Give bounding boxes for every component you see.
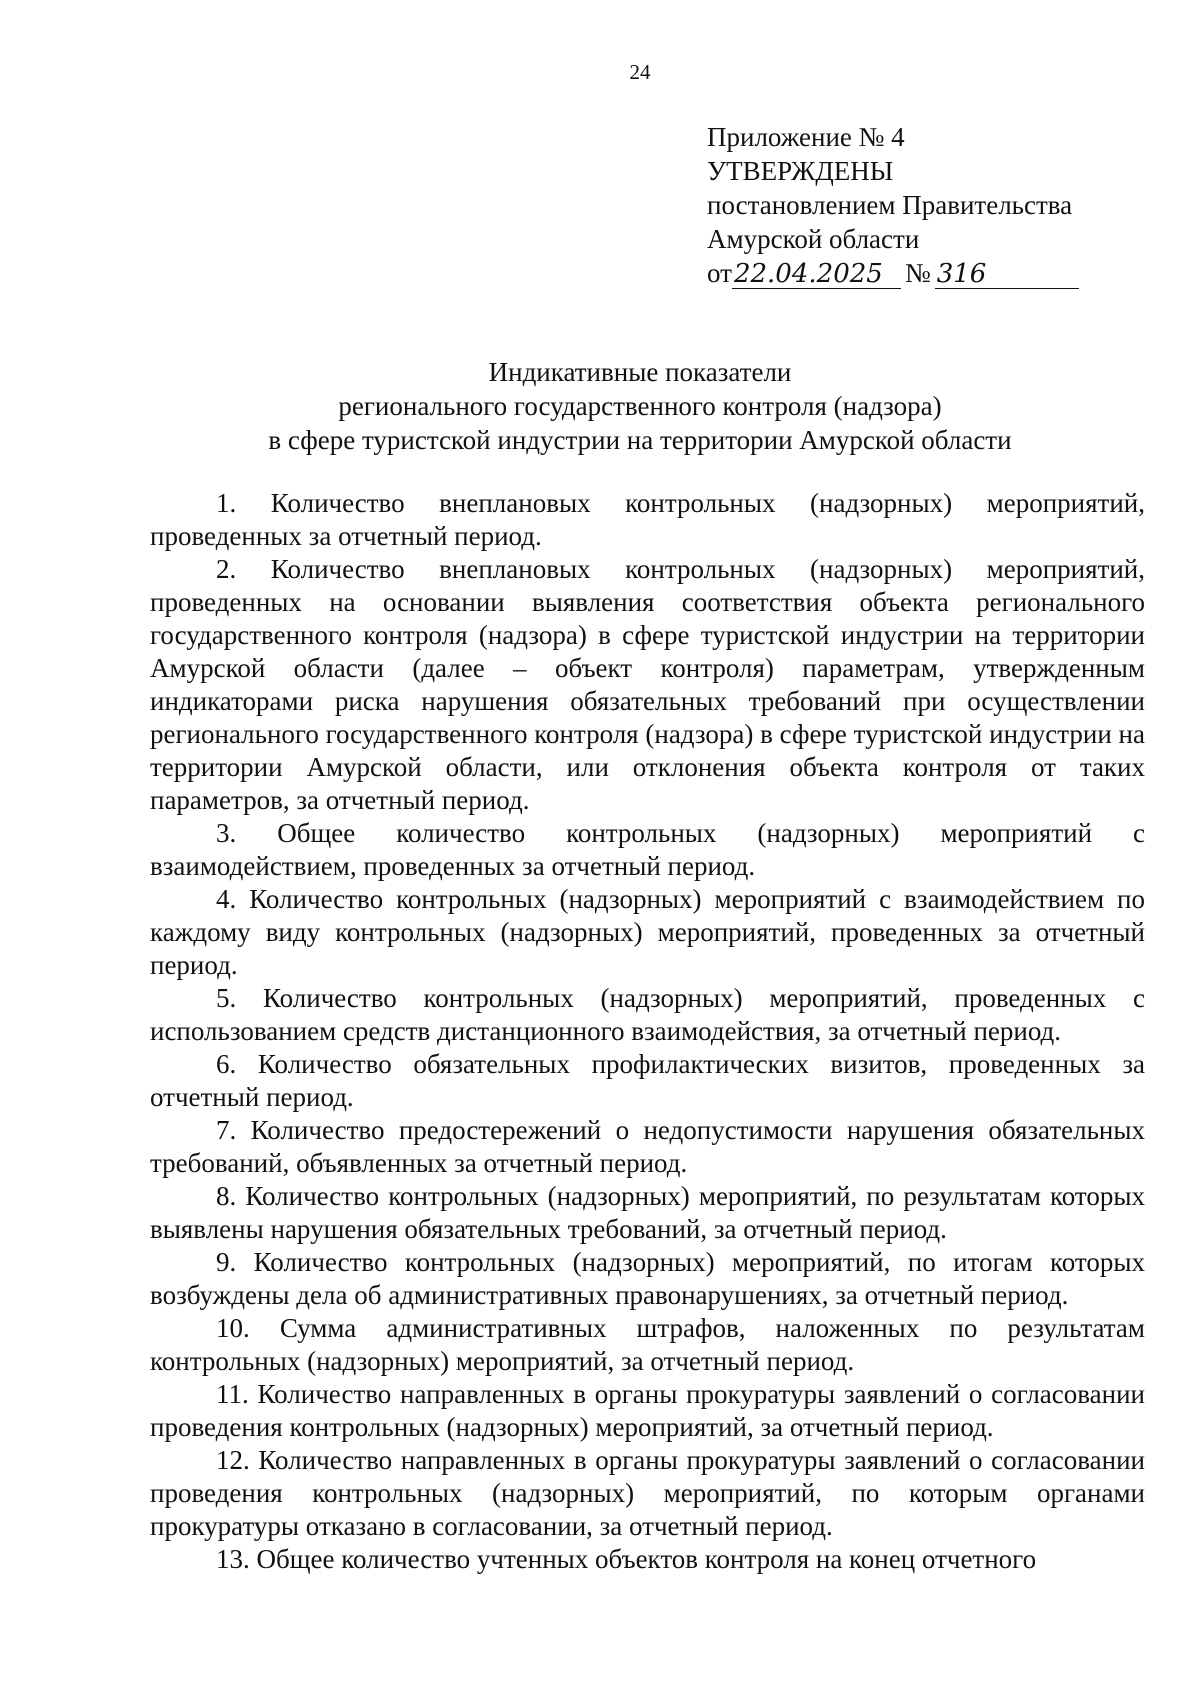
document-title [150, 355, 1130, 457]
list-item-5: 5. Количество контрольных (надзорных) мероприятий, проведенных с использованием средств дистанционного взаимодействия, за отчетный период. [150, 983, 1145, 1046]
date-prefix: от [707, 258, 732, 288]
title-line-2: регионального государственного контроля (надзора) [338, 391, 942, 421]
appendix-label: Приложение № 4 [707, 122, 905, 152]
list-item-3: 3. Общее количество контрольных (надзорных) мероприятий с взаимодействием, проведенных за отчетный период. [150, 818, 1145, 881]
decree-date-line [707, 256, 1117, 290]
list-item-11: 11. Количество направленных в органы прокуратуры заявлений о согласовании проведения контрольных (надзорных) мероприятий, за отчетный период. [150, 1379, 1145, 1442]
region-label: Амурской области [707, 224, 920, 254]
list-item-4: 4. Количество контрольных (надзорных) мероприятий с взаимодействием по каждому виду контрольных (надзорных) мероприятий, проведенных за отчетный период. [150, 884, 1145, 980]
decree-label: постановлением Правительства [707, 190, 1073, 220]
list-item-7: 7. Количество предостережений о недопустимости нарушения обязательных требований, объявленных за отчетный период. [150, 1115, 1145, 1178]
list-item-6: 6. Количество обязательных профилактических визитов, проведенных за отчетный период. [150, 1049, 1145, 1112]
number-prefix: № [904, 258, 931, 288]
list-item-1: 1. Количество внеплановых контрольных (надзорных) мероприятий, проведенных за отчетный период. [150, 488, 1145, 551]
title-line-1: Индикативные показатели [488, 357, 792, 387]
handwritten-number: 316 [935, 260, 1079, 289]
list-item-13: 13. Общее количество учтенных объектов контроля на конец отчетного [216, 1544, 1037, 1574]
list-item-10: 10. Сумма административных штрафов, наложенных по результатам контрольных (надзорных) мероприятий, за отчетный период. [150, 1313, 1145, 1376]
title-line-3: в сфере туристской индустрии на территории Амурской области [268, 425, 1012, 455]
approval-block [707, 120, 1117, 290]
list-item-9: 9. Количество контрольных (надзорных) мероприятий, по итогам которых возбуждены дела об административных правонарушениях, за отчетный период. [150, 1247, 1145, 1310]
handwritten-date: 22.04.2025 [732, 260, 901, 289]
list-item-8: 8. Количество контрольных (надзорных) мероприятий, по результатам которых выявлены нарушения обязательных требований, за отчетный период. [150, 1181, 1145, 1244]
indicator-list [150, 487, 1145, 1576]
approved-label: УТВЕРЖДЕНЫ [707, 156, 894, 186]
list-item-2: 2. Количество внеплановых контрольных (надзорных) мероприятий, проведенных на основании выявления соответствия объекта регионального государственного контроля (надзора) в сфере туристской индустрии на территории Амурской области (далее – объект контроля) параметрам, утвержденным индикаторами риска нарушения обязательных требований при осуществлении регионального государственного контроля (надзора) в сфере туристской индустрии на территории Амурской области, или отклонения объекта контроля от таких параметров, за отчетный период. [150, 554, 1145, 815]
list-item-12: 12. Количество направленных в органы прокуратуры заявлений о согласовании проведения контрольных (надзорных) мероприятий, по которым органами прокуратуры отказано в согласовании, за отчетный период. [150, 1445, 1145, 1541]
page-number: 24 [629, 60, 651, 84]
